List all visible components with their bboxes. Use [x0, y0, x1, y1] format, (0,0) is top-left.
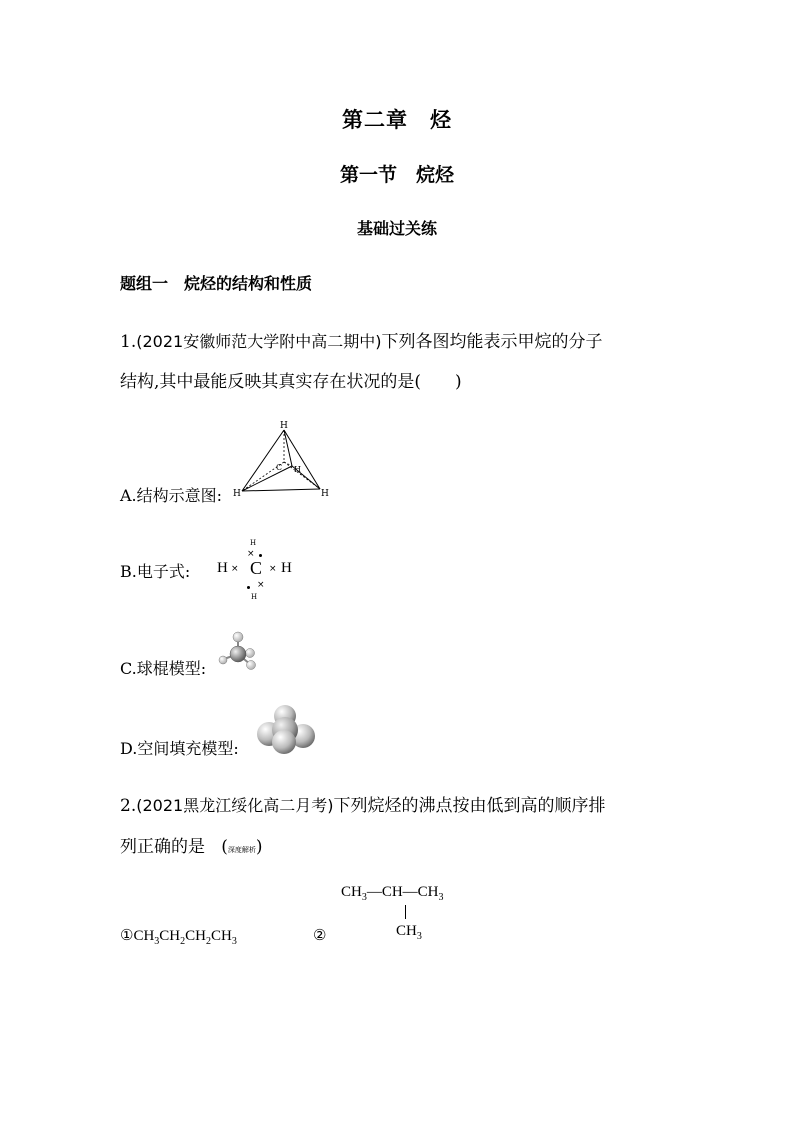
question-2-text-2: 列正确的是: [120, 837, 205, 857]
item-2-main-chain: $CH_3—CH—CH_3$: [341, 884, 444, 903]
item-2-marker: ②: [313, 928, 327, 944]
item-1: [120, 926, 237, 947]
question-2-line-2: 列正确的是 (深度解析): [120, 837, 263, 857]
deep-analysis-tag: 深度解析: [227, 846, 256, 854]
tetra-h-center: H: [294, 465, 301, 474]
option-c-label: C.球棍模型:: [120, 659, 207, 678]
item-1-marker: ①: [120, 928, 134, 944]
space-filling-model: [254, 703, 318, 755]
electron-cross: ×: [257, 580, 265, 590]
option-a-label: A.结构示意图:: [120, 486, 223, 505]
item-2-branch: $CH_3$: [396, 923, 422, 942]
tetra-h-right: H: [321, 489, 329, 499]
electron-dot: [247, 586, 250, 589]
practice-title: 基础过关练: [356, 219, 437, 238]
question-1-number: 1.: [120, 332, 137, 352]
question-1-text-1: 下列各图均能表示甲烷的分子: [381, 332, 603, 352]
electron-cross: ×: [231, 564, 239, 574]
section-title: 第一节 烷烃: [339, 164, 454, 186]
electron-cross: ×: [247, 549, 255, 559]
tetra-h-top: H: [280, 421, 288, 431]
methane-tetrahedron-diagram: [232, 418, 332, 502]
question-2-number: 2.: [120, 796, 137, 816]
question-1-line-2: 结构,其中最能反映其真实存在状况的是( ): [120, 372, 462, 392]
electron-dot: [259, 554, 262, 557]
electron-h-left: H: [217, 560, 228, 576]
option-d-label: D.空间填充模型:: [120, 739, 239, 758]
question-2-text-1: 下列烷烃的沸点按由低到高的顺序排: [333, 796, 606, 816]
electron-h-top: H: [250, 539, 257, 547]
chapter-title: 第二章 烃: [342, 107, 452, 132]
tetra-c-center: C: [276, 463, 283, 472]
ball-and-stick-model: [216, 630, 260, 672]
question-1-source: (2021安徽师范大学附中高二期中): [136, 332, 382, 351]
electron-h-right: H: [281, 560, 292, 576]
tetra-h-left: H: [233, 489, 241, 499]
question-2-source: (2021黑龙江绥化高二月考): [136, 796, 334, 815]
item-2-branch-bond: [405, 905, 406, 919]
group-title: 题组一 烷烃的结构和性质: [120, 274, 313, 293]
item-1-formula: $CH_3CH_2CH_2CH_3$: [133, 928, 237, 947]
option-b-label: B.电子式:: [120, 562, 191, 581]
electron-c: C: [250, 558, 263, 578]
electron-cross: ×: [269, 564, 277, 574]
electron-h-bottom: H: [251, 593, 258, 601]
question-1-line-1: [120, 327, 602, 352]
question-2-line-1: [120, 791, 605, 816]
methane-electron-formula: [214, 536, 304, 606]
